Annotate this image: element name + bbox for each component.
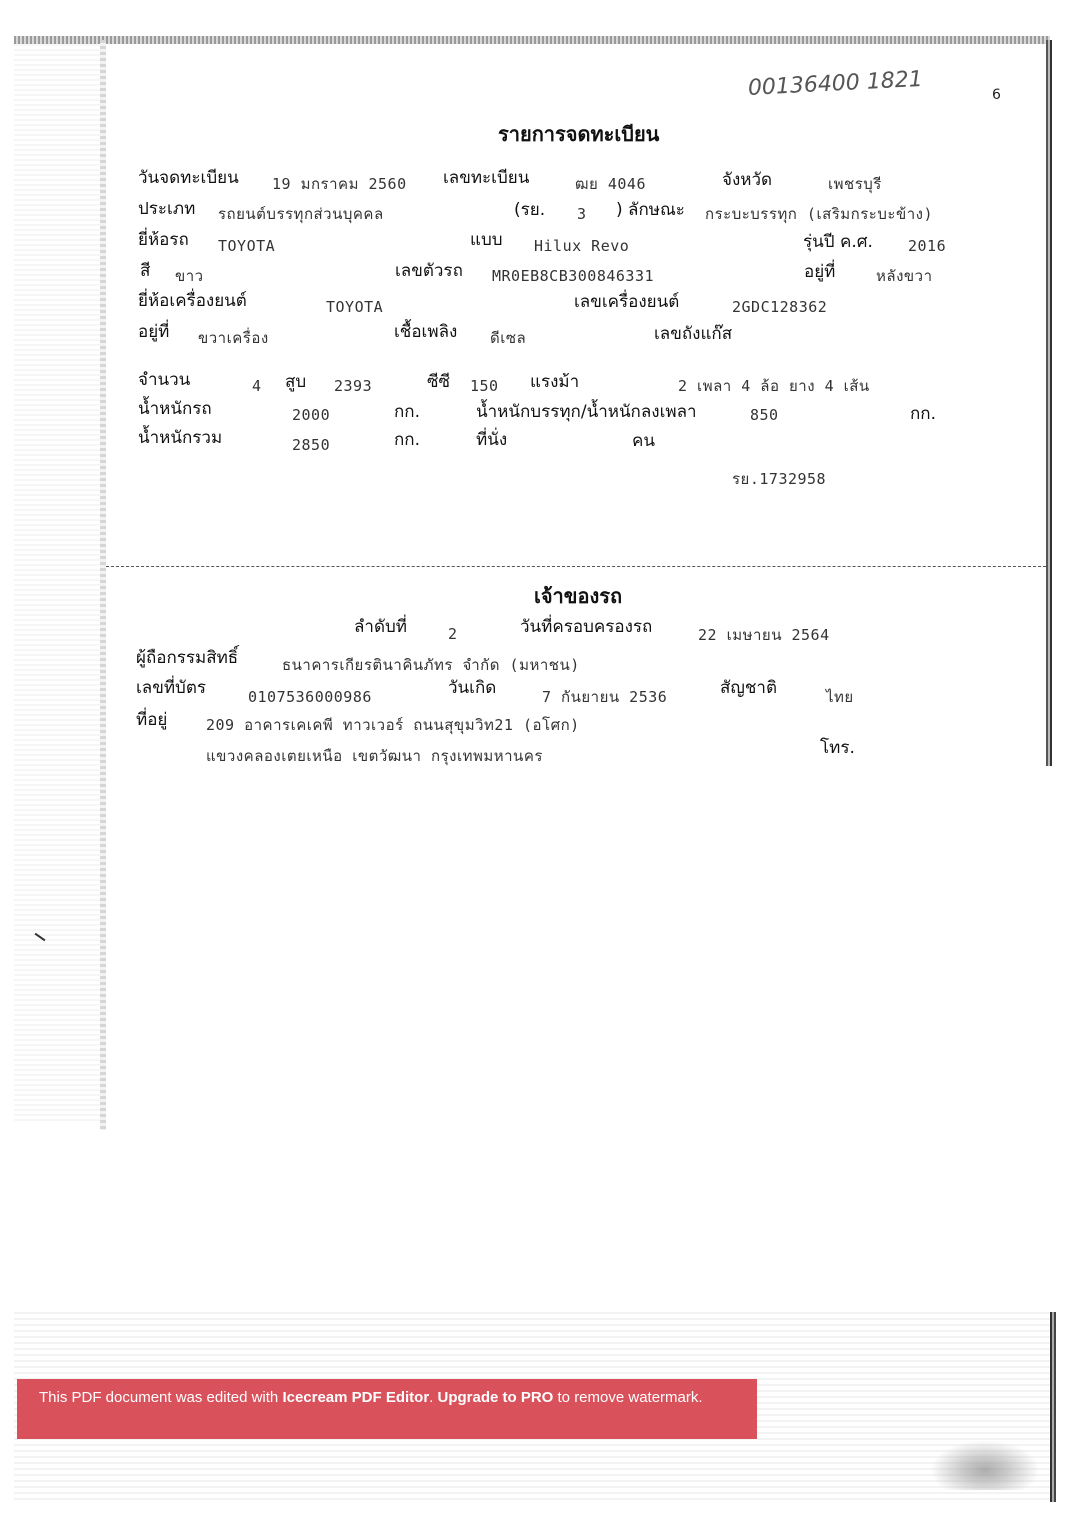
possession-date-label: วันที่ครอบครองรถ	[520, 617, 653, 637]
seat-label: ที่นั่ง	[476, 430, 508, 450]
model-label: แบบ	[470, 230, 503, 250]
engine-location-value: ขวาเครื่อง	[198, 329, 269, 347]
chassis-label: เลขตัวรถ	[395, 261, 463, 281]
horsepower-label: แรงม้า	[530, 372, 580, 392]
count-label: จำนวน	[138, 370, 191, 390]
ry-value: 3	[577, 205, 587, 223]
engine-number-label: เลขเครื่องยนต์	[574, 292, 680, 312]
watermark-banner[interactable]	[17, 1379, 757, 1439]
weight-label: น้ำหนักรถ	[138, 399, 212, 419]
chassis-location-value: หลังขวา	[876, 267, 933, 285]
page-right-border	[1046, 40, 1052, 766]
load-weight-label: น้ำหนักบรรทุก/น้ำหนักลงเพลา	[476, 402, 697, 422]
model-year-label: รุ่นปี ค.ศ.	[803, 232, 873, 252]
chassis-value: MR0EB8CB300846331	[492, 267, 655, 285]
weight-unit: กก.	[394, 402, 420, 422]
page-left-border	[100, 40, 106, 1130]
weight-value: 2000	[292, 406, 331, 424]
holder-value: ธนาคารเกียรตินาคินภัทร จำกัด (มหาชน)	[282, 656, 580, 674]
id-number-label: เลขที่บัตร	[136, 678, 207, 698]
seat-unit: คน	[632, 431, 655, 451]
plate-value: ฒย 4046	[575, 175, 646, 193]
birth-date-label: วันเกิด	[448, 678, 497, 698]
nationality-label: สัญชาติ	[720, 678, 777, 698]
reg-date-label: วันจดทะเบียน	[138, 168, 239, 188]
owner-section-title: เจ้าของรถ	[534, 584, 623, 608]
province-label: จังหวัด	[722, 170, 773, 190]
brand-label: ยี่ห้อรถ	[138, 230, 189, 250]
nationality-value: ไทย	[826, 688, 854, 706]
cc-label: ซีซี	[427, 372, 451, 392]
watermark-product-link[interactable]: Icecream PDF Editor	[282, 1389, 430, 1406]
engine-brand-value: TOYOTA	[326, 298, 384, 316]
document-title: รายการจดทะเบียน	[498, 122, 660, 146]
scan-edge-left	[14, 44, 104, 1124]
load-weight-value: 850	[750, 406, 779, 424]
section-divider	[106, 566, 1046, 567]
horsepower-value: 150	[470, 377, 499, 395]
holder-label: ผู้ถือกรรมสิทธิ์	[136, 648, 239, 668]
birth-date-value: 7 กันยายน 2536	[542, 688, 668, 706]
possession-date-value: 22 เมษายน 2564	[698, 626, 830, 644]
address-line-2: แขวงคลองเตยเหนือ เขตวัฒนา กรุงเทพมหานคร	[206, 747, 543, 765]
fuel-value: ดีเซล	[490, 329, 527, 347]
load-weight-unit: กก.	[910, 404, 936, 424]
axle-wheel-value: 2 เพลา 4 ล้อ ยาง 4 เส้น	[678, 377, 870, 395]
phone-label: โทร.	[820, 738, 855, 758]
id-number-value: 0107536000986	[248, 688, 372, 706]
count-value: 4	[252, 377, 262, 395]
order-value: 2	[448, 625, 458, 643]
engine-brand-label: ยี่ห้อเครื่องยนต์	[138, 291, 247, 311]
address-label: ที่อยู่	[136, 710, 168, 730]
type-label: ประเภท	[138, 199, 196, 219]
plate-label: เลขทะเบียน	[443, 168, 530, 188]
gas-tank-label: เลขถังแก๊ส	[654, 324, 733, 344]
cc-value: 2393	[334, 377, 373, 395]
color-label: สี	[140, 261, 151, 281]
gross-weight-label: น้ำหนักรวม	[138, 428, 223, 448]
ry-label: (รย.	[514, 200, 546, 220]
scan-smudge	[930, 1440, 1040, 1490]
scan-edge-top	[14, 36, 1050, 44]
characteristic-label: ) ลักษณะ	[616, 200, 685, 220]
watermark-upgrade-link[interactable]: Upgrade to PRO	[437, 1389, 554, 1406]
gross-weight-value: 2850	[292, 436, 331, 454]
fuel-label: เชื้อเพลิง	[394, 322, 458, 342]
handwritten-reference: 00136400 1821	[747, 66, 924, 101]
watermark-prefix: This PDF document was edited with	[39, 1389, 283, 1406]
reg-date-value: 19 มกราคม 2560	[272, 175, 407, 193]
scanned-page	[12, 36, 1050, 1502]
type-value: รถยนต์บรรทุกส่วนบุคคล	[218, 205, 384, 223]
color-value: ขาว	[175, 267, 204, 285]
chassis-location-label: อยู่ที่	[804, 262, 836, 282]
ry-serial: รย.1732958	[732, 470, 827, 488]
gross-weight-unit: กก.	[394, 430, 420, 450]
scan-edge-bottom-right	[1050, 1312, 1056, 1502]
cylinder-label: สูบ	[285, 372, 307, 392]
page-number: 6	[992, 87, 1001, 103]
engine-location-label: อยู่ที่	[138, 322, 170, 342]
order-label: ลำดับที่	[354, 617, 408, 637]
model-year-value: 2016	[908, 237, 947, 255]
watermark-text	[39, 1389, 703, 1406]
province-value: เพชรบุรี	[828, 175, 882, 193]
model-value: Hilux Revo	[534, 237, 630, 255]
address-line-1: 209 อาคารเคเคพี ทาวเวอร์ ถนนสุขุมวิท21 (อโศก)	[206, 716, 580, 734]
brand-value: TOYOTA	[218, 237, 276, 255]
characteristic-value: กระบะบรรทุก (เสริมกระบะข้าง)	[705, 205, 933, 223]
engine-number-value: 2GDC128362	[732, 298, 828, 316]
watermark-middle: .	[429, 1389, 438, 1406]
watermark-suffix: to remove watermark.	[553, 1389, 703, 1406]
